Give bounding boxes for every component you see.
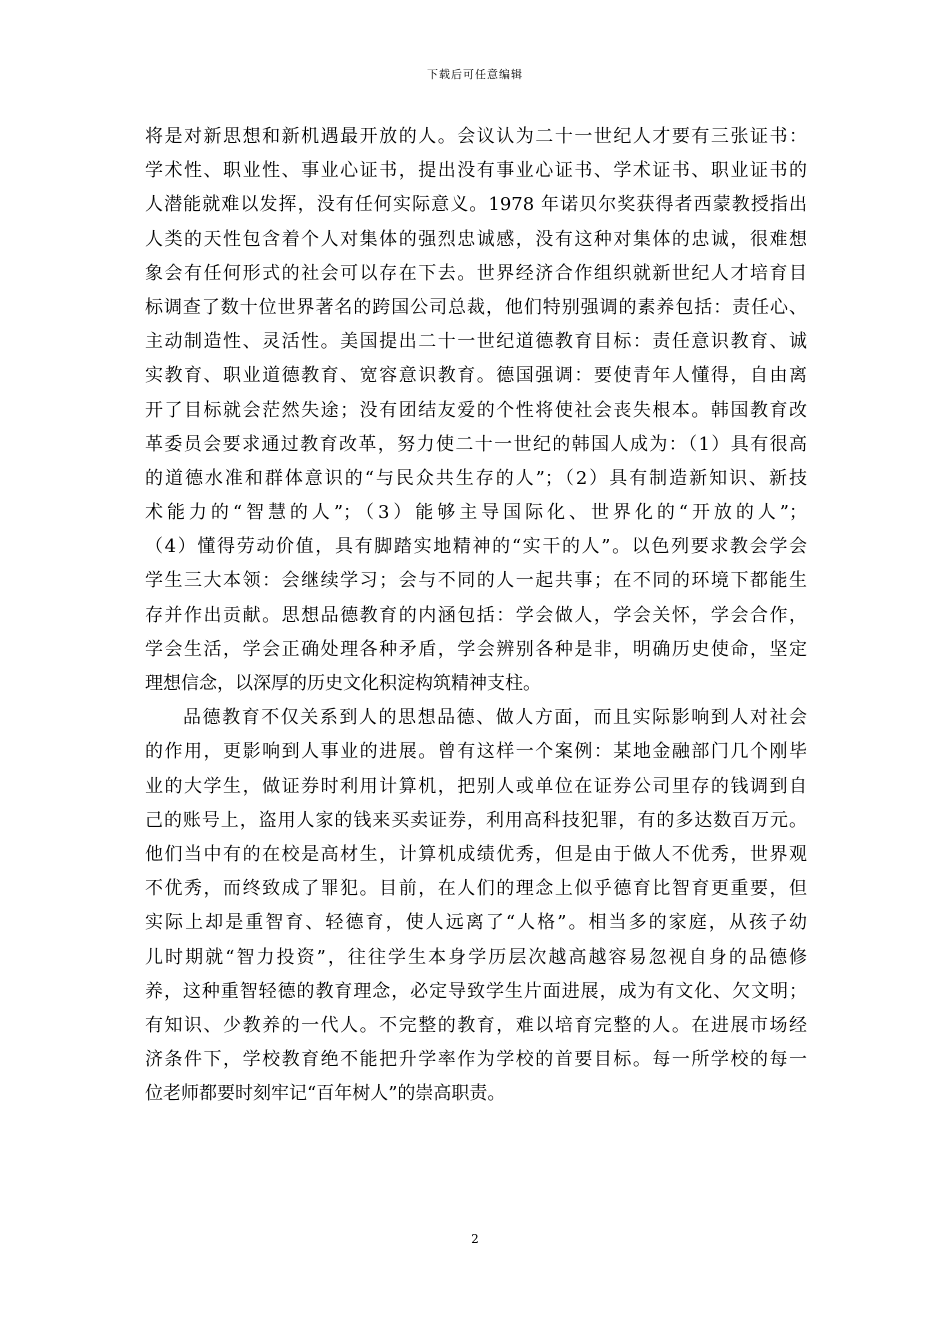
text-line: 革委员会要求通过教育改革，努力使二十一世纪的韩国人成为：（1）具有很高 xyxy=(145,433,807,455)
text-line: 的道德水准和群体意识的“与民众共生存的人”；（2）具有制造新知识、新技 xyxy=(145,467,807,489)
text-line: 学生三大本领：会继续学习；会与不同的人一起共事；在不同的环境下都能生 xyxy=(145,570,807,592)
text-line: 存并作出贡献。思想品德教育的内涵包括：学会做人，学会关怀，学会合作， xyxy=(145,604,807,626)
body-text xyxy=(145,120,807,1111)
text-line: 他们当中有的在校是高材生，计算机成绩优秀，但是由于做人不优秀，世界观 xyxy=(145,843,807,865)
page-header: 下载后可任意编辑 xyxy=(427,68,523,81)
text-line: 开了目标就会茫然失途；没有团结友爱的个性将使社会丧失根本。韩国教育改 xyxy=(145,399,807,421)
paragraph-first-line: 品德教育不仅关系到人的思想品德、做人方面，而且实际影响到人对社会 xyxy=(183,707,807,729)
text-line: 有知识、少教养的一代人。不完整的教育，难以培育完整的人。在进展市场经 xyxy=(145,1014,807,1036)
text-line: 人类的天性包含着个人对集体的强烈忠诚感，没有这种对集体的忠诚，很难想 xyxy=(145,228,807,250)
text-line: 不优秀，而终致成了罪犯。目前，在人们的理念上似乎德育比智育更重要，但 xyxy=(145,878,807,900)
text-line: （4）懂得劳动价值，具有脚踏实地精神的“实干的人”。以色列要求教会学会 xyxy=(145,536,807,558)
paragraph-last-line: 位老师都要时刻牢记“百年树人”的崇高职责。 xyxy=(145,1083,506,1105)
paragraph-last-line: 理想信念，以深厚的历史文化积淀构筑精神支柱。 xyxy=(145,673,541,694)
text-line: 学会生活，学会正确处理各种矛盾，学会辨别各种是非，明确历史使命，坚定 xyxy=(145,638,807,660)
text-line: 实教育、职业道德教育、宽容意识教育。德国强调：要使青年人懂得，自由离 xyxy=(145,365,807,387)
text-line: 业的大学生，做证券时利用计算机，把别人或单位在证券公司里存的钱调到自 xyxy=(145,775,807,797)
text-line: 将是对新思想和新机遇最开放的人。会议认为二十一世纪人才要有三张证书： xyxy=(145,126,807,147)
text-line: 的作用，更影响到人事业的进展。曾有这样一个案例：某地金融部门几个刚毕 xyxy=(145,741,807,763)
text-line: 实际上却是重智育、轻德育，使人远离了“人格”。相当多的家庭，从孩子幼 xyxy=(145,912,807,934)
text-line: 己的账号上，盗用人家的钱来买卖证券，利用高科技犯罪，有的多达数百万元。 xyxy=(145,809,807,831)
text-line: 学术性、职业性、事业心证书，提出没有事业心证书、学术证书、职业证书的 xyxy=(145,160,807,182)
text-line: 人潜能就难以发挥，没有任何实际意义。1978 年诺贝尔奖获得者西蒙教授指出 xyxy=(145,194,807,216)
text-line: 术能力的“智慧的人”；（3）能够主导国际化、世界化的“开放的人”； xyxy=(145,502,807,524)
text-line: 济条件下，学校教育绝不能把升学率作为学校的首要目标。每一所学校的每一 xyxy=(145,1049,807,1071)
text-line: 象会有任何形式的社会可以存在下去。世界经济合作组织就新世纪人才培育目 xyxy=(145,262,807,284)
text-line: 主动制造性、灵活性。美国提出二十一世纪道德教育目标：责任意识教育、诚 xyxy=(145,331,807,353)
page-number: 2 xyxy=(471,1232,479,1246)
text-line: 养，这种重智轻德的教育理念，必定导致学生片面进展，成为有文化、欠文明； xyxy=(145,980,807,1002)
text-line: 儿时期就“智力投资”，往往学生本身学历层次越高越容易忽视自身的品德修 xyxy=(145,946,807,968)
text-line: 标调查了数十位世界著名的跨国公司总裁，他们特别强调的素养包括：责任心、 xyxy=(145,296,807,318)
